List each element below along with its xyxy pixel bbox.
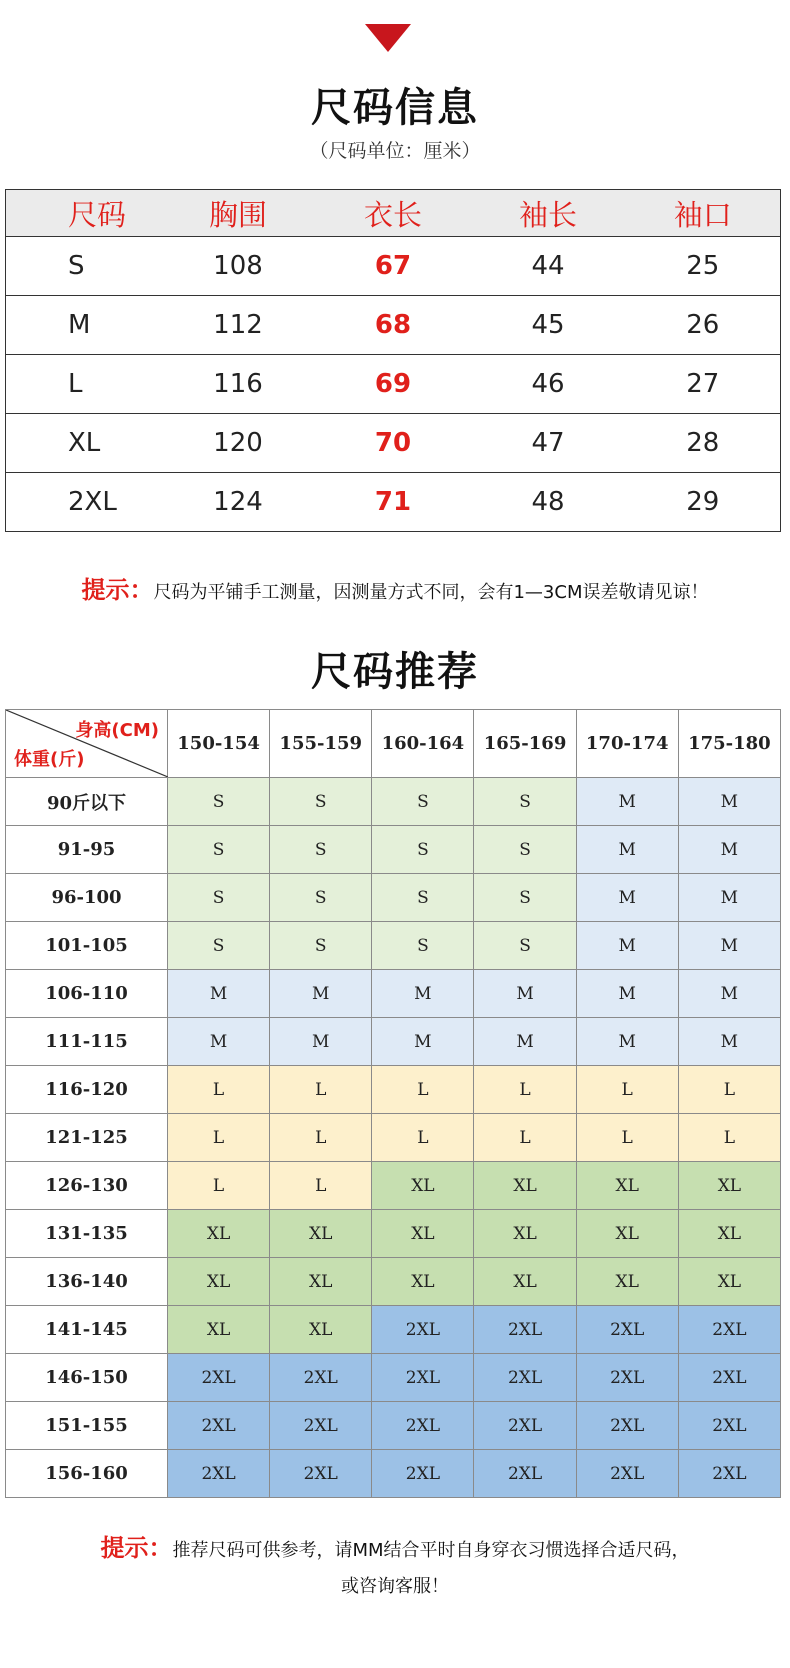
size-cell: L bbox=[678, 1114, 780, 1162]
height-header: 150-154 bbox=[168, 710, 270, 778]
unit-note: （尺码单位：厘米） bbox=[309, 140, 481, 162]
size-cell: M bbox=[576, 922, 678, 970]
size-cell: L bbox=[168, 1066, 270, 1114]
size-cell: XL bbox=[678, 1162, 780, 1210]
size-cell: M bbox=[678, 778, 780, 826]
size-cell: XL bbox=[168, 1306, 270, 1354]
size-cell: XL bbox=[474, 1258, 576, 1306]
size-cell: M bbox=[474, 1018, 576, 1066]
size-table-header-row bbox=[6, 190, 781, 237]
column-header: 尺码 bbox=[6, 190, 161, 237]
column-header: 胸围 bbox=[161, 190, 316, 237]
measurement-cell: 48 bbox=[531, 487, 565, 517]
size-cell: S bbox=[270, 778, 372, 826]
size-cell: 2XL bbox=[576, 1354, 678, 1402]
measurement-cell: 29 bbox=[686, 487, 720, 517]
size-label: XL bbox=[6, 414, 161, 473]
weight-label: 141-145 bbox=[6, 1306, 168, 1354]
size-label: M bbox=[6, 296, 161, 355]
size-cell: 2XL bbox=[168, 1402, 270, 1450]
recommend-row bbox=[6, 1162, 781, 1210]
down-arrow-icon bbox=[365, 24, 411, 52]
recommend-row bbox=[6, 778, 781, 826]
size-cell: S bbox=[474, 826, 576, 874]
weight-label: 136-140 bbox=[6, 1258, 168, 1306]
size-cell: M bbox=[576, 826, 678, 874]
size-cell: S bbox=[372, 874, 474, 922]
recommend-row bbox=[6, 1066, 781, 1114]
tip-label: 提示： bbox=[100, 1534, 173, 1562]
size-cell: S bbox=[168, 874, 270, 922]
column-header: 袖长 bbox=[471, 190, 626, 237]
size-cell: XL bbox=[576, 1162, 678, 1210]
recommend-row bbox=[6, 1018, 781, 1066]
size-cell: XL bbox=[576, 1258, 678, 1306]
weight-label: 111-115 bbox=[6, 1018, 168, 1066]
recommend-row bbox=[6, 1450, 781, 1498]
weight-label: 101-105 bbox=[6, 922, 168, 970]
size-table-row bbox=[6, 414, 781, 473]
size-cell: XL bbox=[678, 1258, 780, 1306]
weight-label: 106-110 bbox=[6, 970, 168, 1018]
size-cell: L bbox=[270, 1114, 372, 1162]
recommend-row bbox=[6, 922, 781, 970]
measurement-cell: 26 bbox=[626, 296, 781, 355]
size-cell: L bbox=[372, 1066, 474, 1114]
size-cell: S bbox=[372, 778, 474, 826]
size-label: 2XL bbox=[68, 487, 117, 517]
measurement-cell: 25 bbox=[626, 237, 781, 296]
measurement-cell: 70 bbox=[316, 414, 471, 473]
size-cell: 2XL bbox=[270, 1402, 372, 1450]
size-cell: 2XL bbox=[576, 1450, 678, 1498]
measurement-cell: 44 bbox=[471, 237, 626, 296]
size-cell: M bbox=[678, 922, 780, 970]
size-cell: M bbox=[270, 970, 372, 1018]
height-header: 165-169 bbox=[474, 710, 576, 778]
size-label: L bbox=[6, 355, 161, 414]
height-header: 170-174 bbox=[576, 710, 678, 778]
measurement-cell: 68 bbox=[316, 296, 471, 355]
weight-axis-label: 体重(斤) bbox=[14, 749, 85, 770]
size-cell: 2XL bbox=[168, 1450, 270, 1498]
measurement-cell: 71 bbox=[374, 487, 412, 517]
size-cell: L bbox=[168, 1162, 270, 1210]
height-header: 155-159 bbox=[270, 710, 372, 778]
size-cell: L bbox=[270, 1066, 372, 1114]
size-table-row bbox=[6, 473, 781, 532]
measurement-cell: 28 bbox=[626, 414, 781, 473]
size-cell: L bbox=[372, 1114, 474, 1162]
size-cell: S bbox=[168, 778, 270, 826]
weight-label: 156-160 bbox=[6, 1450, 168, 1498]
size-cell: M bbox=[372, 970, 474, 1018]
size-cell: M bbox=[576, 778, 678, 826]
measurement-cell: 46 bbox=[471, 355, 626, 414]
weight-label: 126-130 bbox=[6, 1162, 168, 1210]
size-cell: L bbox=[576, 1114, 678, 1162]
size-cell: 2XL bbox=[678, 1402, 780, 1450]
size-cell: 2XL bbox=[168, 1354, 270, 1402]
measurement-cell: 27 bbox=[626, 355, 781, 414]
size-cell: L bbox=[576, 1066, 678, 1114]
size-cell: 2XL bbox=[270, 1450, 372, 1498]
recommend-row bbox=[6, 1210, 781, 1258]
measurement-cell: 108 bbox=[161, 237, 316, 296]
size-cell: XL bbox=[474, 1162, 576, 1210]
size-cell: S bbox=[270, 922, 372, 970]
recommend-row bbox=[6, 874, 781, 922]
size-cell: XL bbox=[372, 1210, 474, 1258]
size-cell: S bbox=[168, 826, 270, 874]
size-cell: XL bbox=[168, 1258, 270, 1306]
size-tip bbox=[0, 570, 790, 605]
size-cell: 2XL bbox=[474, 1306, 576, 1354]
size-cell: 2XL bbox=[474, 1402, 576, 1450]
measurement-cell: 124 bbox=[213, 487, 263, 517]
size-cell: L bbox=[270, 1162, 372, 1210]
size-cell: 2XL bbox=[474, 1450, 576, 1498]
size-cell: S bbox=[474, 874, 576, 922]
size-cell: S bbox=[474, 778, 576, 826]
size-cell: M bbox=[678, 826, 780, 874]
size-table-row bbox=[6, 237, 781, 296]
size-cell: XL bbox=[270, 1306, 372, 1354]
size-cell: XL bbox=[270, 1210, 372, 1258]
size-cell: 2XL bbox=[372, 1354, 474, 1402]
size-cell: L bbox=[168, 1114, 270, 1162]
size-cell: S bbox=[372, 826, 474, 874]
size-cell: 2XL bbox=[372, 1450, 474, 1498]
size-cell: 2XL bbox=[474, 1354, 576, 1402]
size-cell: S bbox=[270, 874, 372, 922]
size-cell: M bbox=[168, 970, 270, 1018]
size-info-table bbox=[5, 189, 781, 532]
measurement-cell: 112 bbox=[161, 296, 316, 355]
weight-label: 121-125 bbox=[6, 1114, 168, 1162]
weight-label: 146-150 bbox=[6, 1354, 168, 1402]
size-cell: S bbox=[372, 922, 474, 970]
weight-label: 131-135 bbox=[6, 1210, 168, 1258]
size-table-row bbox=[6, 355, 781, 414]
size-info-title: 尺码信息 bbox=[311, 85, 479, 131]
size-cell: M bbox=[372, 1018, 474, 1066]
size-cell: 2XL bbox=[576, 1306, 678, 1354]
size-cell: S bbox=[270, 826, 372, 874]
tip-label: 提示： bbox=[81, 576, 154, 604]
weight-label: 96-100 bbox=[6, 874, 168, 922]
size-cell: M bbox=[678, 1018, 780, 1066]
size-cell: XL bbox=[474, 1210, 576, 1258]
size-cell: M bbox=[474, 970, 576, 1018]
size-cell: 2XL bbox=[678, 1306, 780, 1354]
size-cell: 2XL bbox=[372, 1402, 474, 1450]
size-cell: L bbox=[474, 1066, 576, 1114]
size-cell: M bbox=[576, 1018, 678, 1066]
recommend-row bbox=[6, 970, 781, 1018]
size-cell: L bbox=[474, 1114, 576, 1162]
size-cell: M bbox=[678, 874, 780, 922]
size-cell: 2XL bbox=[678, 1354, 780, 1402]
size-cell: XL bbox=[372, 1162, 474, 1210]
height-axis-label: 身高(CM) bbox=[75, 720, 159, 741]
tip-text-line2: 或咨询客服！ bbox=[341, 1576, 449, 1597]
tip-text: 推荐尺码可供参考，请MM结合平时自身穿衣习惯选择合适尺码， bbox=[172, 1540, 690, 1561]
recommend-row bbox=[6, 1354, 781, 1402]
measurement-cell: 69 bbox=[316, 355, 471, 414]
size-table-row bbox=[6, 296, 781, 355]
size-cell: XL bbox=[168, 1210, 270, 1258]
size-cell: M bbox=[678, 970, 780, 1018]
recommend-title: 尺码推荐 bbox=[311, 649, 479, 695]
size-cell: L bbox=[678, 1066, 780, 1114]
size-cell: XL bbox=[576, 1210, 678, 1258]
recommend-row bbox=[6, 1258, 781, 1306]
weight-label: 91-95 bbox=[6, 826, 168, 874]
size-cell: S bbox=[474, 922, 576, 970]
header-corner-cell bbox=[6, 710, 168, 778]
size-cell: 2XL bbox=[270, 1354, 372, 1402]
recommend-row bbox=[6, 826, 781, 874]
size-recommend-table bbox=[5, 709, 781, 1498]
height-header: 160-164 bbox=[372, 710, 474, 778]
measurement-cell: 47 bbox=[471, 414, 626, 473]
measurement-cell: 120 bbox=[161, 414, 316, 473]
tip-text: 尺码为平铺手工测量，因测量方式不同，会有1—3CM误差敬请见谅！ bbox=[153, 582, 709, 603]
size-cell: M bbox=[168, 1018, 270, 1066]
weight-label: 90斤以下 bbox=[6, 778, 168, 826]
recommend-header-row bbox=[6, 710, 781, 778]
weight-label: 151-155 bbox=[6, 1402, 168, 1450]
recommend-row bbox=[6, 1114, 781, 1162]
recommend-row bbox=[6, 1306, 781, 1354]
measurement-cell: 67 bbox=[316, 237, 471, 296]
size-cell: 2XL bbox=[678, 1450, 780, 1498]
size-cell: 2XL bbox=[576, 1402, 678, 1450]
column-header: 衣长 bbox=[316, 190, 471, 237]
size-cell: M bbox=[576, 874, 678, 922]
size-cell: XL bbox=[372, 1258, 474, 1306]
weight-label: 116-120 bbox=[6, 1066, 168, 1114]
size-cell: M bbox=[576, 970, 678, 1018]
height-header: 175-180 bbox=[678, 710, 780, 778]
size-cell: M bbox=[270, 1018, 372, 1066]
measurement-cell: 116 bbox=[161, 355, 316, 414]
size-cell: XL bbox=[678, 1210, 780, 1258]
recommend-row bbox=[6, 1402, 781, 1450]
size-cell: 2XL bbox=[372, 1306, 474, 1354]
size-label: S bbox=[6, 237, 161, 296]
measurement-cell: 45 bbox=[471, 296, 626, 355]
column-header: 袖口 bbox=[626, 190, 781, 237]
size-cell: XL bbox=[270, 1258, 372, 1306]
recommend-tip bbox=[0, 1528, 790, 1563]
size-cell: S bbox=[168, 922, 270, 970]
